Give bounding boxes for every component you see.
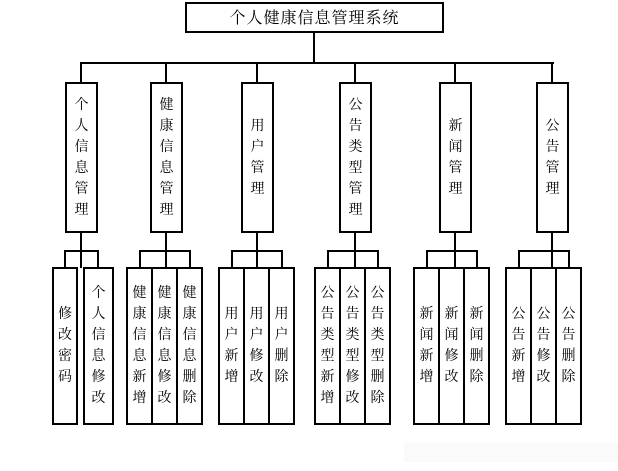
node-label: 健康信息管理 <box>159 96 174 218</box>
leaf-node-personal-info-edit <box>83 267 114 425</box>
connector-drop <box>426 250 428 268</box>
leaf-node-news-delete <box>463 267 490 425</box>
node-label: 新闻修改 <box>444 306 459 385</box>
connector-drop <box>256 62 258 82</box>
node-label: 新闻删除 <box>469 306 484 385</box>
node-label: 用户修改 <box>249 306 264 385</box>
branch-node-personal-info-management <box>65 82 98 233</box>
branch-node-user-management <box>241 82 274 233</box>
connector-group-hline <box>231 250 283 252</box>
node-label: 用户管理 <box>250 117 265 197</box>
connector-drop <box>139 250 141 268</box>
connector-drop <box>97 250 99 268</box>
connector-drop <box>377 250 379 268</box>
node-label: 公告管理 <box>545 117 560 197</box>
node-label: 个人信息修改 <box>91 285 106 406</box>
connector-group-hline <box>327 250 379 252</box>
connector-drop <box>189 250 191 268</box>
leaf-node-user-add <box>218 267 245 425</box>
leaf-node-news-edit <box>438 267 465 425</box>
node-label: 公告新增 <box>511 306 526 385</box>
connector-drop <box>64 250 66 268</box>
branch-node-announcement-type-management <box>339 82 372 233</box>
branch-node-news-management <box>439 82 472 233</box>
root-node <box>185 2 444 33</box>
node-label: 用户删除 <box>274 306 289 385</box>
connector-group-hline <box>64 250 99 252</box>
connector-group-hline <box>518 250 570 252</box>
root-node-label: 个人健康信息管理系统 <box>229 7 400 27</box>
leaf-node-change-password <box>52 267 78 425</box>
connector-drop <box>80 62 82 82</box>
branch-node-health-info-management <box>150 82 183 233</box>
connector-group-hline <box>139 250 191 252</box>
connector-drop <box>165 62 167 82</box>
connector-drop <box>454 62 456 82</box>
leaf-node-news-add <box>413 267 440 425</box>
node-label: 修改密码 <box>58 306 72 385</box>
connector-root-stub <box>313 33 315 62</box>
node-label: 健康信息删除 <box>182 285 197 406</box>
leaf-node-announcement-add <box>505 267 532 425</box>
node-label: 公告删除 <box>561 306 576 385</box>
connector-drop <box>551 62 553 82</box>
connector-drop <box>231 250 233 268</box>
node-label: 公告类型修改 <box>345 285 360 406</box>
leaf-node-announcement-type-delete <box>364 267 391 425</box>
node-label: 公告类型管理 <box>348 96 363 218</box>
leaf-node-announcement-type-edit <box>339 267 366 425</box>
node-label: 新闻新增 <box>419 306 434 385</box>
leaf-node-user-delete <box>268 267 295 425</box>
node-label: 健康信息新增 <box>132 285 147 406</box>
node-label: 公告类型删除 <box>370 285 385 406</box>
node-label: 用户新增 <box>224 306 239 385</box>
leaf-node-user-edit <box>243 267 270 425</box>
node-label: 公告修改 <box>536 306 551 385</box>
connector-drop <box>354 62 356 82</box>
node-label: 新闻管理 <box>448 117 463 197</box>
leaf-node-announcement-type-add <box>314 267 341 425</box>
leaf-node-health-info-add <box>126 267 153 425</box>
node-label: 健康信息修改 <box>157 285 172 406</box>
connector-drop <box>476 250 478 268</box>
connector-drop <box>518 250 520 268</box>
connector-group-hline <box>426 250 478 252</box>
connector-drop <box>568 250 570 268</box>
leaf-node-health-info-delete <box>176 267 203 425</box>
connector-drop <box>327 250 329 268</box>
watermark-strip <box>404 443 618 462</box>
connector-main-hline <box>80 62 554 64</box>
connector-drop <box>281 250 283 268</box>
node-label: 个人信息管理 <box>74 96 89 218</box>
leaf-node-health-info-edit <box>151 267 178 425</box>
leaf-node-announcement-delete <box>555 267 582 425</box>
branch-node-announcement-management <box>536 82 569 233</box>
leaf-node-announcement-edit <box>530 267 557 425</box>
node-label: 公告类型新增 <box>320 285 335 406</box>
